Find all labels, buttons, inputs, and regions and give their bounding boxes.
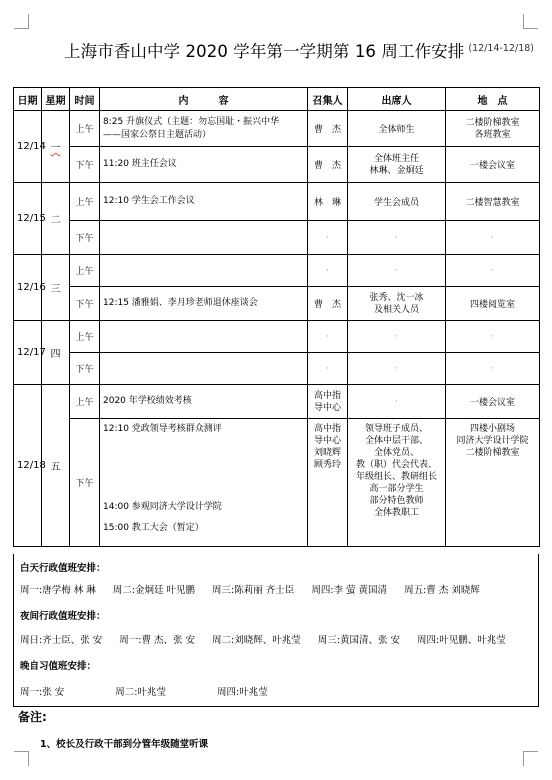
content-cell <box>100 353 308 385</box>
table-row <box>14 287 540 321</box>
weekday-label: 一 <box>50 143 61 154</box>
weekday-cell: 二 <box>42 183 70 255</box>
date-cell: 12/16 <box>14 255 42 321</box>
table-row <box>14 221 540 255</box>
attendee-line: 全体中层干部、 <box>364 436 428 446</box>
date-cell: 12/18 <box>14 385 42 547</box>
page-corner-mark <box>523 751 538 766</box>
place-cell <box>446 221 540 255</box>
host-cell: 曹 杰 <box>308 111 348 147</box>
attendee-line: 全体党员、 <box>373 448 419 458</box>
table-row <box>14 321 540 353</box>
time-cell: 上午 <box>70 111 100 147</box>
attendee-line: 领导班子成员、 <box>364 424 428 434</box>
duty-entry: 周五:曹 杰 刘晓辉 <box>404 585 480 596</box>
table-row <box>14 419 540 547</box>
study-duty-title: 晚自习值班安排： <box>20 661 97 672</box>
duty-entry: 周日:齐士臣、张 安 <box>20 635 103 646</box>
host-cell <box>308 255 348 287</box>
content-line: 11:20 班主任会议 <box>103 159 177 169</box>
duty-roster <box>13 554 539 707</box>
attendee-line: 部分特色教师 <box>369 496 424 506</box>
time-cell: 下午 <box>70 353 100 385</box>
place-cell <box>446 321 540 353</box>
attendee-line: 高一部分学生 <box>369 484 424 494</box>
day-duty-title: 白天行政值班安排： <box>20 563 106 574</box>
table-row <box>14 255 540 287</box>
place-cell: 二楼智慧教室 <box>446 183 540 221</box>
content-line: ——国家公祭日主题活动） <box>103 129 212 140</box>
attendee-line: 年级组长、教研组长 <box>355 472 437 482</box>
notes-title: 备注: <box>18 710 47 724</box>
content-line: 15:00 教工大会（暂定） <box>103 523 204 533</box>
duty-entry: 周一:曹 杰、张 安 <box>119 635 196 646</box>
duty-entry: 周二:金炯廷 叶见鹏 <box>112 585 196 596</box>
page-corner-mark <box>14 751 29 766</box>
content-line: 8:25 升旗仪式（主题：勿忘国耻・振兴中华 <box>103 116 280 127</box>
host-cell: 曹 杰 <box>308 147 348 183</box>
place-line: 同济大学设计学院 <box>456 436 529 446</box>
date-cell: 12/17 <box>14 321 42 385</box>
place-line: 各班教室 <box>474 129 511 140</box>
attendees-cell <box>348 147 446 183</box>
column-header-attendees: 出席人 <box>348 88 446 111</box>
place-line: 四楼小剧场 <box>469 424 515 434</box>
table-row <box>14 183 540 221</box>
column-header-time: 时间 <box>70 88 100 111</box>
place-cell <box>446 353 540 385</box>
content-cell <box>100 287 308 321</box>
schedule-table <box>13 87 540 547</box>
content-cell <box>100 111 308 147</box>
place-cell <box>446 419 540 547</box>
table-row <box>14 111 540 147</box>
place-cell <box>446 255 540 287</box>
duty-entry: 周四:叶兆莹 <box>217 687 268 698</box>
night-duty-row <box>20 632 520 646</box>
duty-entry: 周一:张 安 <box>20 687 65 698</box>
host-cell: 高中指导中心 <box>308 385 348 419</box>
attendee-line: 教（职）代会代表、 <box>355 460 437 470</box>
page-corner-mark <box>14 14 29 29</box>
attendees-cell <box>348 353 446 385</box>
weekday-cell: 三 <box>42 255 70 321</box>
host-cell <box>308 321 348 353</box>
content-cell <box>100 147 308 183</box>
duty-entry: 周四:李 萤 黄国清 <box>311 585 388 596</box>
content-cell <box>100 221 308 255</box>
attendees-cell: 全体师生 <box>348 111 446 147</box>
duty-entry: 周二:叶兆莹 <box>115 687 166 698</box>
attendee-line: 及相关人员 <box>373 304 419 315</box>
content-line: 12:10 党政领导考核群众测评 <box>103 424 222 434</box>
attendee-line: 全体班主任 <box>373 153 419 164</box>
host-line: 刘晓辉 <box>313 448 341 458</box>
time-cell: 上午 <box>70 321 100 353</box>
date-range: (12/14-12/18) <box>468 43 534 54</box>
host-cell <box>308 221 348 255</box>
content-cell <box>100 419 308 547</box>
attendees-cell <box>348 255 446 287</box>
host-cell: 曹 杰 <box>308 287 348 321</box>
duty-entry: 周二:刘晓辉、叶兆莹 <box>212 635 301 646</box>
time-cell: 上午 <box>70 385 100 419</box>
page-corner-mark <box>523 14 538 29</box>
place-cell: 一楼会议室 <box>446 147 540 183</box>
night-duty-title: 夜间行政值班安排： <box>20 611 106 622</box>
content-cell <box>100 255 308 287</box>
date-cell: 12/15 <box>14 183 42 255</box>
place-cell: 一楼会议室 <box>446 385 540 419</box>
table-row <box>14 353 540 385</box>
content-line: 14:00 参观同济大学设计学院 <box>103 502 222 512</box>
weekday-cell: 四 <box>42 321 70 385</box>
attendees-cell: 学生会成员 <box>348 183 446 221</box>
duty-entry: 周三:陈莉丽 齐士臣 <box>212 585 295 596</box>
host-cell: 林 琳 <box>308 183 348 221</box>
attendees-cell <box>348 321 446 353</box>
time-cell: 下午 <box>70 419 100 547</box>
table-row <box>14 385 540 419</box>
attendee-line: 林琳、金炯廷 <box>369 165 424 176</box>
date-cell: 12/14 <box>14 111 42 183</box>
content-cell <box>100 385 308 419</box>
attendee-line: 张秀、沈一冰 <box>369 292 424 303</box>
attendees-cell <box>348 419 446 547</box>
note-item: 1、校长及行政干部到分管年级随堂听课 <box>40 739 209 750</box>
column-header-place: 地 点 <box>446 88 540 111</box>
table-row <box>14 147 540 183</box>
document-title: 上海市香山中学 2020 学年第一学期第 16 周工作安排 <box>64 42 465 61</box>
column-header-weekday: 星期 <box>42 88 70 111</box>
place-cell: 四楼阅览室 <box>446 287 540 321</box>
time-cell: 下午 <box>70 147 100 183</box>
duty-entry: 周一:唐学梅 林 琳 <box>20 585 96 596</box>
content-cell <box>100 183 308 221</box>
place-line: 二楼阶梯教室 <box>465 117 520 128</box>
time-cell: 上午 <box>70 183 100 221</box>
column-header-content: 内 容 <box>100 88 308 111</box>
attendees-cell <box>348 221 446 255</box>
host-cell <box>308 353 348 385</box>
content-line: 12:10 学生会工作会议 <box>103 196 195 206</box>
duty-entry: 周四:叶见鹏、叶兆莹 <box>417 635 506 646</box>
place-cell <box>446 111 540 147</box>
time-cell: 上午 <box>70 255 100 287</box>
host-line: 高中指导中心 <box>313 424 341 446</box>
document-header <box>14 36 538 64</box>
host-cell <box>308 419 348 547</box>
attendee-line: 全体教职工 <box>373 508 419 518</box>
duty-entry: 周三:黄国清、张 安 <box>317 635 401 646</box>
attendees-cell <box>348 287 446 321</box>
host-line: 顾秀玲 <box>313 460 341 470</box>
weekday-cell: 五 <box>42 385 70 547</box>
content-cell <box>100 321 308 353</box>
content-line: 2020 年学校绩效考核 <box>103 396 192 406</box>
attendees-cell <box>348 385 446 419</box>
content-line: 12:15 潘雅娟、李月珍老师退休座谈会 <box>103 298 258 308</box>
time-cell: 下午 <box>70 221 100 255</box>
column-header-host: 召集人 <box>308 88 348 111</box>
time-cell: 下午 <box>70 287 100 321</box>
place-line: 二楼阶梯教室 <box>465 448 520 458</box>
study-duty-row <box>20 684 282 698</box>
column-header-date: 日期 <box>14 88 42 111</box>
table-header-row <box>14 88 540 111</box>
day-duty-row <box>20 582 494 596</box>
